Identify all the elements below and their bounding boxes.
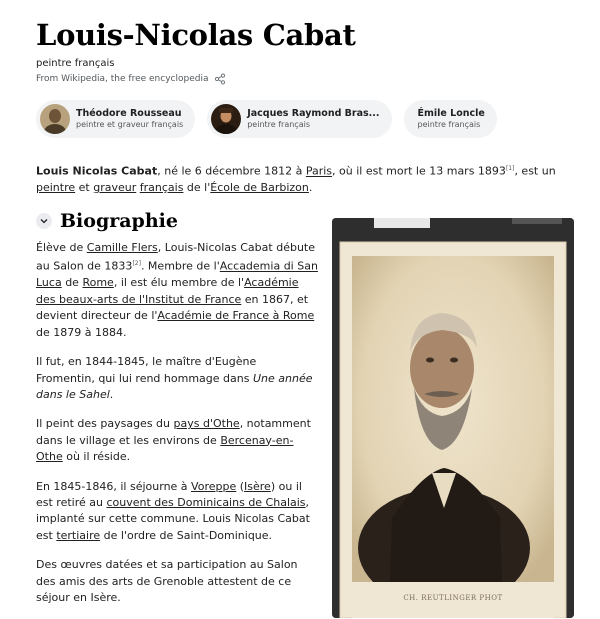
link-rome[interactable]: Rome xyxy=(82,276,114,290)
subject-name: Louis Nicolas Cabat xyxy=(36,164,158,178)
source-line xyxy=(36,73,226,85)
link-ecole-barbizon[interactable]: École de Barbizon xyxy=(210,181,309,195)
link-voreppe[interactable]: Voreppe xyxy=(191,479,237,493)
paragraph xyxy=(36,557,318,606)
avatar xyxy=(211,104,241,134)
text: Élève de xyxy=(36,241,87,254)
related-desc: peintre français xyxy=(417,119,481,129)
text: , où il est mort le 13 mars 1893 xyxy=(332,164,506,178)
text: de 1879 à 1884. xyxy=(36,325,127,339)
related-name: Émile Loncle xyxy=(417,108,485,120)
text: , implanté sur cette commune. Louis Nicolas Cabat est xyxy=(36,495,310,542)
link-accademia[interactable]: Accademia di San Luca xyxy=(36,260,318,290)
related-chip-loncle[interactable] xyxy=(404,100,497,138)
paragraph xyxy=(36,479,318,545)
text: où il réside. xyxy=(62,450,131,464)
text: , notamment dans le village et les environs de xyxy=(36,417,311,447)
link-academie-beaux-arts[interactable]: Académie des beaux-arts de l'Institut de France xyxy=(36,276,299,306)
text: de l'ordre de Saint-Dominique. xyxy=(100,528,273,542)
related-chip-bras[interactable] xyxy=(207,100,391,138)
source-text: From Wikipedia, the free encyclopedia xyxy=(36,74,209,84)
chevron-down-icon[interactable] xyxy=(36,213,52,229)
link-couvent-chalais[interactable]: couvent des Dominicains de Chalais xyxy=(106,495,306,509)
book-title: Une année dans le Sahel xyxy=(36,371,313,401)
text: Il peint des paysages du xyxy=(36,417,174,431)
section-header-biographie xyxy=(36,210,178,232)
text: de l' xyxy=(183,181,211,195)
link-academie-rome[interactable]: Académie de France à Rome xyxy=(157,309,315,323)
text: ( xyxy=(236,479,245,493)
related-desc: peintre français xyxy=(247,119,310,129)
text: . Membre de l' xyxy=(140,260,220,274)
link-bercenay[interactable]: Bercenay-en-Othe xyxy=(36,433,294,464)
link-francais[interactable]: français xyxy=(139,181,184,195)
text: . xyxy=(109,387,114,401)
link-camille-flers[interactable]: Camille Flers xyxy=(86,241,158,254)
text: en 1867, et devient directeur de l' xyxy=(36,292,309,323)
reference-1[interactable]: [1] xyxy=(505,165,515,172)
link-paris[interactable]: Paris xyxy=(305,164,333,178)
section-title: Biographie xyxy=(60,210,178,232)
lead-paragraph xyxy=(36,161,566,197)
share-icon[interactable] xyxy=(214,73,226,85)
page-title: Louis-Nicolas Cabat xyxy=(36,18,356,52)
paragraph xyxy=(36,240,318,341)
text: , il est élu membre de l' xyxy=(113,276,245,290)
portrait-photo[interactable] xyxy=(332,218,574,618)
text: Des œuvres datées et sa participation au Salon des amis des arts de Grenoble attestent de ce séjour en Isère. xyxy=(36,558,298,604)
avatar xyxy=(40,104,70,134)
related-name: Théodore Rousseau xyxy=(76,108,182,120)
paragraph xyxy=(36,416,318,465)
related-desc: peintre et graveur français xyxy=(76,119,184,129)
text: et xyxy=(75,181,94,195)
text: de xyxy=(61,276,83,290)
text: , est un xyxy=(514,164,556,178)
related-articles xyxy=(36,100,497,138)
link-tertiaire[interactable]: tertiaire xyxy=(56,528,101,542)
link-peintre[interactable]: peintre xyxy=(36,181,76,195)
text: En 1845-1846, il séjourne à xyxy=(36,479,192,493)
biographie-content xyxy=(36,240,318,619)
related-name: Jacques Raymond Bras... xyxy=(247,108,380,120)
text: , Louis-Nicolas Cabat débute au Salon de 1833 xyxy=(36,241,315,274)
text: . xyxy=(308,181,313,195)
text: , né le 6 décembre 1812 à xyxy=(157,164,306,178)
text: Il fut, en 1844-1845, le maître d'Eugène Fromentin, qui lui rend hommage dans xyxy=(36,355,257,385)
reference-2[interactable]: [2] xyxy=(132,260,141,268)
text: ) ou il est retiré au xyxy=(36,479,302,509)
page-subtitle: peintre français xyxy=(36,58,115,69)
related-chip-rousseau[interactable] xyxy=(36,100,195,138)
paragraph xyxy=(36,354,318,403)
photo-caption: CH. REUTLINGER PHOT xyxy=(403,594,503,602)
link-pays-othe[interactable]: pays d'Othe xyxy=(173,417,240,431)
link-isere[interactable]: Isère xyxy=(244,479,271,493)
link-graveur[interactable]: graveur xyxy=(93,181,137,195)
